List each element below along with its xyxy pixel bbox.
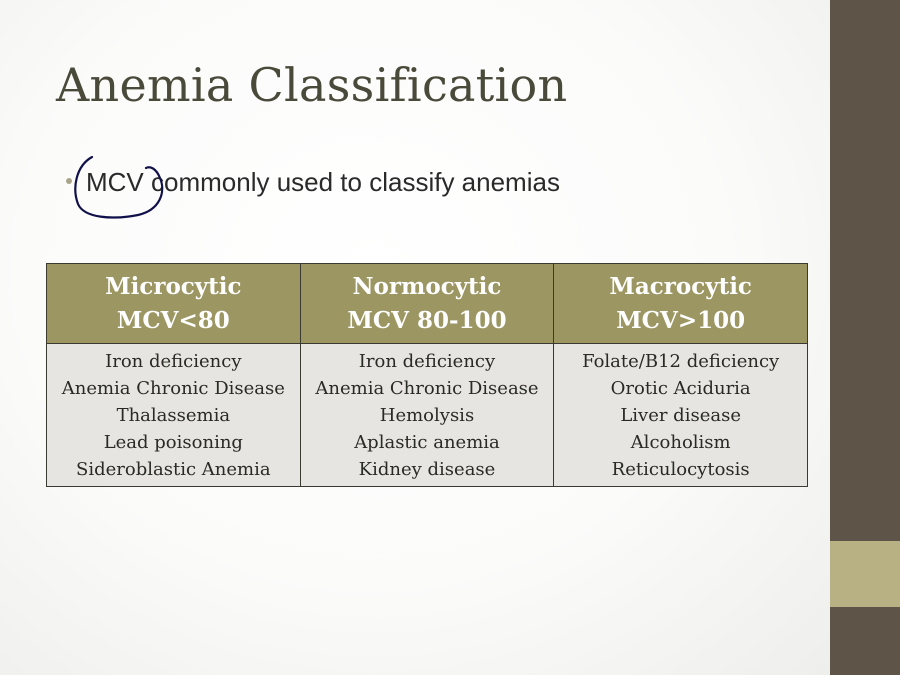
table-cell-macrocytic [554,344,808,487]
column-header-name: Macrocytic [609,273,752,300]
column-header-range: MCV 80-100 [347,307,507,334]
list-item: Kidney disease [358,459,496,480]
list-item: Alcoholism [630,432,731,453]
column-header-range: MCV>100 [616,307,746,334]
list-item: Thalassemia [116,405,231,426]
list-item: Iron deficiency [105,351,242,372]
bullet-item [66,167,560,198]
list-item: Aplastic anemia [354,432,500,453]
column-header-name: Microcytic [105,273,242,300]
list-item: Folate/B12 deficiency [582,351,780,372]
table-cell-microcytic [47,344,301,487]
list-item: Orotic Aciduria [610,378,751,399]
table-cell-normocytic [300,344,554,487]
list-item: Hemolysis [379,405,475,426]
anemia-classification-table [46,263,808,487]
bullet-text: MCV commonly used to classify anemias [86,167,560,197]
bullet-dot-icon [66,178,72,184]
list-item: Sideroblastic Anemia [76,459,271,480]
list-item: Iron deficiency [358,351,496,372]
column-header-macrocytic [554,264,808,344]
list-item: Anemia Chronic Disease [315,378,539,399]
list-item: Liver disease [620,405,741,426]
table-header-row [47,264,808,344]
sidebar-accent-block [830,541,900,607]
list-item: Reticulocytosis [611,459,750,480]
table-row [47,344,808,487]
slide-title: Anemia Classification [56,58,568,112]
column-header-name: Normocytic [352,273,502,300]
column-header-range: MCV<80 [116,307,230,334]
column-header-microcytic [47,264,301,344]
list-item: Lead poisoning [103,432,243,453]
column-header-normocytic [300,264,554,344]
list-item: Anemia Chronic Disease [61,378,285,399]
